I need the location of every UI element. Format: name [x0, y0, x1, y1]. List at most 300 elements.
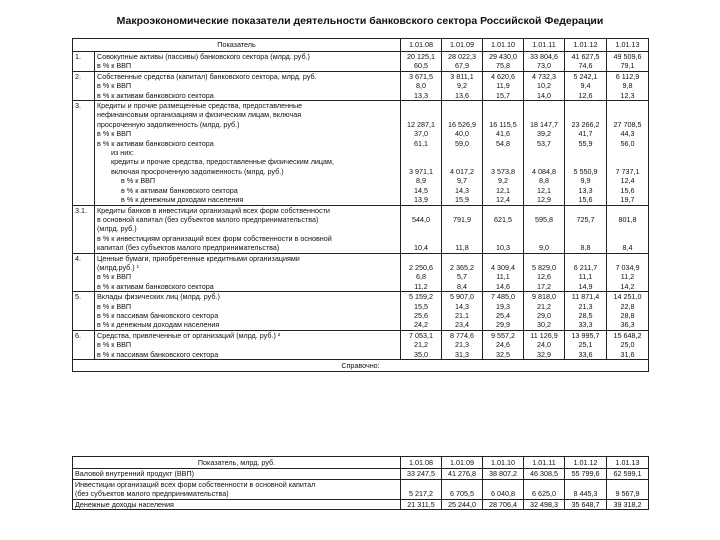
value: 32,9	[537, 349, 551, 359]
description-line: (млрд. руб.)	[97, 224, 137, 234]
value: 7 034,9	[615, 262, 640, 272]
value: 25,0	[620, 340, 635, 350]
value: 9 818,0	[532, 292, 556, 302]
value-cell	[483, 101, 524, 205]
value: 18 147,7	[530, 119, 558, 129]
value: 15 648,2	[613, 330, 642, 340]
value: 12,4	[620, 176, 635, 186]
description-line: Кредиты банков в инвестиции организаций всех форм собственности	[97, 205, 330, 215]
table-row	[73, 330, 649, 359]
description-line: (без субъектов малого предпринимательства)	[75, 489, 229, 499]
description-line: Совокупные активы (пассивы) банковского сектора (млрд. руб.)	[97, 52, 310, 61]
value: 33,3	[578, 320, 593, 330]
value	[526, 148, 562, 157]
value	[444, 157, 480, 166]
value: 9,0	[539, 243, 549, 253]
value	[567, 110, 604, 119]
description-line: в % к активам банковского сектора	[97, 138, 214, 148]
description-line: в % к пассивам банковского сектора	[97, 349, 219, 359]
value: 37,0	[414, 129, 428, 139]
table-row	[73, 52, 649, 72]
value: 33 804,6	[530, 52, 558, 61]
value	[444, 254, 480, 263]
value: 3 811,1	[450, 71, 474, 81]
reference-header	[73, 457, 649, 469]
value-cell	[483, 253, 524, 292]
value: 14,3	[455, 185, 469, 195]
description-line: Средства, привлеченные от организаций (млрд. руб.) ²	[97, 330, 281, 340]
value: 8,4	[457, 281, 467, 291]
description-line: капитал (без субъектов малого предпринимательства)	[97, 243, 280, 253]
value: 30,2	[537, 320, 551, 330]
table-row	[73, 101, 649, 205]
row-description	[95, 205, 401, 253]
value: 67,9	[455, 61, 469, 71]
value-cell	[607, 330, 649, 359]
description-line: кредиты и прочие средства, предоставленные физическим лицам,	[111, 157, 334, 167]
value	[444, 234, 480, 243]
value-cell	[565, 253, 607, 292]
value	[609, 110, 646, 119]
value: 595,8	[535, 214, 553, 224]
value-cell	[442, 101, 483, 205]
value: 12,9	[537, 195, 551, 205]
value-cell	[483, 205, 524, 253]
value: 19,3	[496, 301, 510, 311]
value	[485, 157, 521, 166]
description-line: в % к активам банковского сектора	[121, 185, 238, 195]
header-date: 1.01.13	[607, 39, 649, 52]
value: 61,1	[414, 138, 428, 148]
description-line: Денежные доходы населения	[75, 499, 174, 509]
value: 15,6	[578, 195, 593, 205]
reference-row	[73, 469, 649, 480]
value-cell: 32 498,3	[524, 499, 565, 510]
value: 4 732,3	[532, 71, 556, 81]
value: 13,6	[455, 90, 469, 100]
header-date: 1.01.12	[565, 39, 607, 52]
value: 9,7	[457, 176, 467, 186]
value: 11 126,9	[530, 330, 558, 340]
value: 14,2	[620, 281, 635, 291]
description-line: в % к ВВП	[97, 129, 132, 139]
value	[485, 224, 521, 233]
value: 28,5	[578, 310, 593, 320]
value	[567, 148, 604, 157]
value-cell: 39 318,2	[607, 499, 649, 510]
value: 15,5	[414, 301, 428, 311]
description-line: в % к ВВП	[121, 176, 156, 186]
value: 41,6	[496, 129, 510, 139]
value-cell: 33 247,5	[401, 469, 442, 480]
value-cell	[565, 330, 607, 359]
value: 10,3	[496, 243, 510, 253]
value: 5 907,0	[450, 292, 474, 302]
value-cell	[607, 101, 649, 205]
value	[526, 101, 562, 110]
value-cell	[401, 253, 442, 292]
value-cell	[442, 253, 483, 292]
value-cell	[483, 292, 524, 331]
value-cell	[607, 71, 649, 100]
value: 7 053,1	[409, 330, 433, 340]
value	[567, 157, 604, 166]
value: 7 485,0	[491, 292, 515, 302]
value-cell	[442, 52, 483, 72]
value: 8,4	[622, 243, 633, 253]
value: 23 266,2	[571, 119, 600, 129]
value: 4 309,4	[491, 262, 515, 272]
table-row	[73, 292, 649, 331]
value: 12,1	[537, 185, 551, 195]
description-line: в % к активам банковского сектора	[97, 281, 214, 291]
value: 544,0	[412, 214, 430, 224]
reference-description	[73, 499, 401, 510]
value-cell: 35 648,7	[565, 499, 607, 510]
reference-header-date: 1.01.10	[483, 457, 524, 469]
description-line: Инвестиции организаций всех форм собственности в основной капитал	[75, 479, 316, 489]
description-line: Валовой внутренний продукт (ВВП)	[75, 469, 195, 478]
value-cell	[401, 292, 442, 331]
row-description	[95, 253, 401, 292]
value-cell	[442, 71, 483, 100]
value: 13,3	[414, 90, 428, 100]
indicators-table	[72, 38, 649, 372]
value	[526, 206, 562, 215]
value-cell	[565, 205, 607, 253]
value-cell	[442, 292, 483, 331]
description-line: (млрд.руб.) ¹	[97, 262, 140, 272]
value	[403, 254, 439, 263]
value	[485, 254, 521, 263]
value: 4 084,8	[532, 166, 556, 176]
value	[609, 254, 646, 263]
reference-label: Справочно:	[73, 360, 649, 372]
value: 7 737,1	[615, 166, 640, 176]
value: 36,3	[620, 320, 635, 330]
value-cell	[524, 292, 565, 331]
value: 5 242,1	[573, 71, 598, 81]
description-line: в % к ВВП	[97, 301, 132, 311]
value: 5 829,0	[532, 262, 556, 272]
value: 5 550,9	[573, 166, 598, 176]
value: 11,2	[414, 281, 428, 291]
value: 10,4	[414, 243, 428, 253]
value-cell: 55 799,6	[565, 469, 607, 480]
reference-row	[73, 499, 649, 510]
value: 8,9	[416, 176, 426, 186]
row-number: 6.	[73, 330, 95, 359]
value	[567, 224, 604, 233]
reference-description	[73, 469, 401, 480]
description-line: в % к денежным доходам населения	[97, 320, 220, 330]
value-cell	[524, 71, 565, 100]
table-row	[73, 205, 649, 253]
value: 11 871,4	[571, 292, 600, 302]
value: 49 509,6	[613, 52, 642, 61]
value: 5 159,2	[409, 292, 433, 302]
value: 17,2	[537, 281, 551, 291]
value: 4 017,2	[450, 166, 474, 176]
header-date: 1.01.10	[483, 39, 524, 52]
value-cell	[607, 205, 649, 253]
value: 24,6	[496, 340, 510, 350]
value: 32,5	[496, 349, 510, 359]
description-line: Ценные бумаги, приобретенные кредитными организациями	[97, 253, 300, 263]
value-cell	[401, 101, 442, 205]
description-line: из них:	[111, 148, 134, 158]
value: 12,4	[496, 195, 510, 205]
value: 41,7	[578, 129, 593, 139]
value-cell: 5 217,2	[401, 479, 442, 499]
value-cell: 21 311,5	[401, 499, 442, 510]
reference-header-date: 1.01.08	[401, 457, 442, 469]
value-cell	[607, 52, 649, 72]
value-cell	[401, 71, 442, 100]
value: 14,9	[578, 281, 593, 291]
description-line: в основной капитал (без субъектов малого предпринимательства)	[97, 214, 319, 224]
value: 12,6	[578, 90, 593, 100]
value: 25,6	[414, 310, 428, 320]
value-cell	[607, 253, 649, 292]
value-cell	[483, 52, 524, 72]
row-number: 4.	[73, 253, 95, 292]
value: 11,8	[455, 243, 469, 253]
value: 14,6	[496, 281, 510, 291]
value	[444, 110, 480, 119]
value-cell	[524, 330, 565, 359]
value: 13,9	[414, 195, 428, 205]
table-header	[73, 39, 649, 52]
header-date: 1.01.11	[524, 39, 565, 52]
value	[485, 234, 521, 243]
value: 21,2	[537, 301, 551, 311]
value: 74,6	[578, 61, 593, 71]
value	[485, 206, 521, 215]
value: 12 287,1	[407, 119, 435, 129]
value	[609, 157, 646, 166]
value-cell: 8 445,3	[565, 479, 607, 499]
description-line: просроченную задолженность (млрд. руб.)	[97, 119, 240, 129]
value: 4 620,6	[491, 71, 515, 81]
value-cell	[442, 205, 483, 253]
row-description	[95, 101, 401, 205]
value: 3 671,5	[409, 71, 433, 81]
header-date: 1.01.08	[401, 39, 442, 52]
value: 9 557,2	[491, 330, 515, 340]
value-cell	[565, 71, 607, 100]
value-cell: 46 308,5	[524, 469, 565, 480]
value: 8,8	[539, 176, 549, 186]
value	[403, 224, 439, 233]
value	[526, 234, 562, 243]
value: 9,8	[622, 81, 633, 91]
description-line: нефинансовым организациям и физическим лицам, включая	[97, 110, 302, 120]
value: 19,7	[620, 195, 635, 205]
reference-description	[73, 479, 401, 499]
value: 60,5	[414, 61, 428, 71]
value-cell: 6 040,8	[483, 479, 524, 499]
reference-row	[73, 479, 649, 499]
value: 16 526,9	[448, 119, 476, 129]
value: 27 708,5	[613, 119, 642, 129]
row-number: 2.	[73, 71, 95, 100]
value-cell: 25 244,0	[442, 499, 483, 510]
value: 6 112,9	[615, 71, 640, 81]
row-description	[95, 71, 401, 100]
value: 12,6	[537, 272, 551, 282]
description-line: в % к ВВП	[97, 340, 132, 350]
value: 29 430,0	[489, 52, 517, 61]
description-line: в % к инвестициям организаций всех форм собственности в основной	[97, 233, 332, 243]
value	[403, 157, 439, 166]
value: 15,9	[455, 195, 469, 205]
value-cell: 6 705,5	[442, 479, 483, 499]
value: 29,0	[537, 310, 551, 320]
reference-header-date: 1.01.13	[607, 457, 649, 469]
value	[567, 101, 604, 110]
value	[444, 101, 480, 110]
value: 3 573,8	[491, 166, 515, 176]
value: 2 365,2	[450, 262, 474, 272]
value-cell	[524, 253, 565, 292]
value: 11,1	[578, 272, 593, 282]
value: 22,8	[620, 301, 635, 311]
value-cell: 41 276,8	[442, 469, 483, 480]
value-cell	[565, 101, 607, 205]
value	[609, 234, 646, 243]
row-number: 1.	[73, 52, 95, 72]
value: 55,9	[578, 138, 593, 148]
reference-table	[72, 456, 649, 510]
reference-header-indicator: Показатель, млрд. руб.	[73, 457, 401, 469]
value: 6,8	[416, 272, 426, 282]
value	[403, 101, 439, 110]
value: 28 022,3	[448, 52, 476, 61]
value: 31,3	[455, 349, 469, 359]
description-line: Вклады физических лиц (млрд. руб.)	[97, 292, 220, 302]
value-cell	[565, 52, 607, 72]
value	[567, 206, 604, 215]
description-line: Собственные средства (капитал) банковского сектора, млрд. руб.	[97, 71, 317, 81]
value-cell: 9 567,9	[607, 479, 649, 499]
value: 12,3	[620, 90, 635, 100]
value-cell	[524, 101, 565, 205]
value: 11,2	[620, 272, 635, 282]
value: 12,1	[496, 185, 510, 195]
value-cell: 28 706,4	[483, 499, 524, 510]
value: 14,5	[414, 185, 428, 195]
value: 53,7	[537, 138, 551, 148]
value: 73,0	[537, 61, 551, 71]
value	[609, 148, 646, 157]
value: 801,8	[618, 214, 637, 224]
value: 44,3	[620, 129, 635, 139]
value	[609, 101, 646, 110]
value	[403, 148, 439, 157]
value: 15,6	[620, 185, 635, 195]
header-date: 1.01.09	[442, 39, 483, 52]
value	[485, 148, 521, 157]
value-cell: 6 625,0	[524, 479, 565, 499]
value: 20 125,1	[407, 52, 435, 61]
value	[403, 110, 439, 119]
value: 54,8	[496, 138, 510, 148]
value: 725,7	[576, 214, 595, 224]
value-cell	[401, 330, 442, 359]
value: 10,2	[537, 81, 551, 91]
description-line: в % к денежным доходам населения	[121, 195, 244, 205]
description-line: в % к ВВП	[97, 81, 132, 91]
value	[567, 254, 604, 263]
value	[485, 101, 521, 110]
table-row	[73, 71, 649, 100]
value: 21,3	[578, 301, 593, 311]
value	[526, 110, 562, 119]
value: 2 250,6	[409, 262, 433, 272]
value: 13 995,7	[571, 330, 600, 340]
row-description	[95, 292, 401, 331]
reference-header-date: 1.01.12	[565, 457, 607, 469]
page-title: Макроэкономические показатели деятельности банковского сектора Российской Федерации	[116, 15, 604, 27]
value: 14,0	[537, 90, 551, 100]
value: 75,8	[496, 61, 510, 71]
value-cell	[524, 205, 565, 253]
value: 25,4	[496, 310, 510, 320]
value: 79,1	[620, 61, 635, 71]
value: 16 115,5	[489, 119, 517, 129]
value: 14 251,0	[613, 292, 642, 302]
value: 8,0	[416, 81, 426, 91]
reference-section-row	[73, 360, 649, 372]
value: 41 627,5	[571, 52, 600, 61]
row-description	[95, 330, 401, 359]
description-line: в % к активам банковского сектора	[97, 90, 214, 100]
value-cell	[565, 292, 607, 331]
value	[609, 206, 646, 215]
value: 15,7	[496, 90, 510, 100]
value: 5,7	[457, 272, 467, 282]
value: 9,2	[498, 176, 508, 186]
value	[567, 234, 604, 243]
value	[526, 157, 562, 166]
value: 11,9	[496, 81, 510, 91]
value: 23,4	[455, 320, 469, 330]
description-line: в % к пассивам банковского сектора	[97, 310, 219, 320]
value: 24,2	[414, 320, 428, 330]
row-number: 3.	[73, 101, 95, 205]
value: 6 211,7	[573, 262, 598, 272]
row-number: 3.1.	[73, 205, 95, 253]
value-cell	[401, 52, 442, 72]
value: 28,8	[620, 310, 635, 320]
value: 39,2	[537, 129, 551, 139]
reference-header-date: 1.01.11	[524, 457, 565, 469]
description-line: включая просроченную задолженность (млрд. руб.)	[111, 166, 284, 176]
value	[403, 234, 439, 243]
value: 21,1	[455, 310, 469, 320]
reference-header-date: 1.01.09	[442, 457, 483, 469]
value: 21,3	[455, 340, 469, 350]
value: 56,0	[620, 138, 635, 148]
value: 791,9	[453, 214, 471, 224]
value: 8 774,6	[450, 330, 474, 340]
value	[444, 206, 480, 215]
value-cell	[483, 330, 524, 359]
value: 40,0	[455, 129, 469, 139]
row-number: 5.	[73, 292, 95, 331]
row-description	[95, 52, 401, 72]
